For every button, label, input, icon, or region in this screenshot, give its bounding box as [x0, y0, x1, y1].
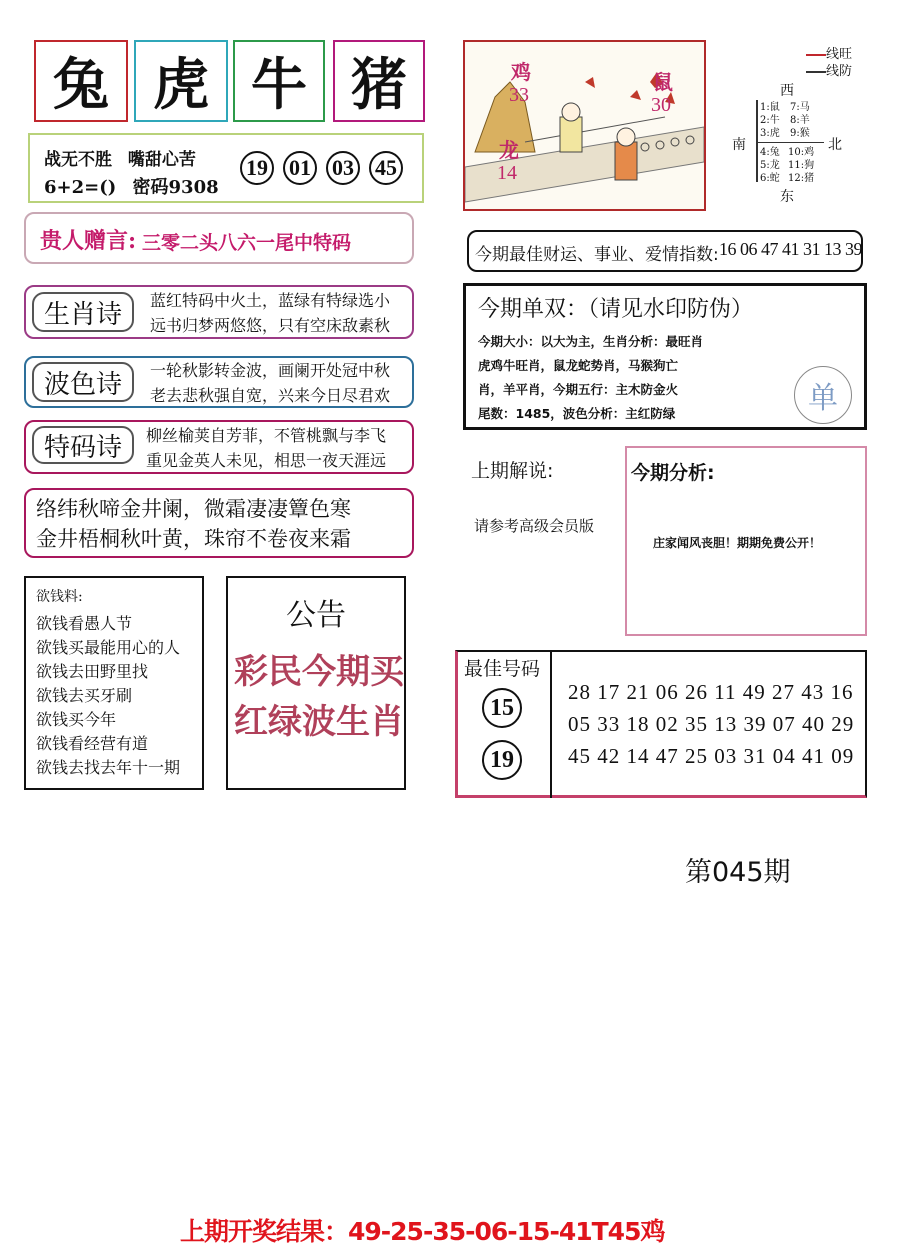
notice-title: 公告 [286, 598, 346, 633]
compass-col1 [760, 101, 780, 140]
poem-special-line1: 柳丝榆荚自芳菲，不管桃飘与李飞 [146, 426, 387, 445]
oddeven-stamp [794, 366, 852, 424]
money-item: 欲钱看愚人节 [36, 614, 133, 633]
last-result: 上期开奖结果：49-25-35-06-15-41T45鸡 [180, 1217, 665, 1246]
pic-ji-num: 33 [509, 84, 529, 106]
zodiac-3: 牛 [251, 52, 307, 118]
money-item: 欲钱买最能用心的人 [36, 638, 181, 657]
analysis-text: 庄家闻风丧胆！期期免费公开！ [653, 536, 822, 550]
poem-special-line2: 重见金英人未见，相思一夜天涯远 [146, 451, 387, 470]
best-title: 最佳号码 [464, 658, 541, 680]
poem-wave-tag [32, 362, 134, 402]
oddeven-line2: 虎鸡牛旺肖，鼠龙蛇势肖，马猴狗亡 [478, 358, 679, 373]
gift-label: 贵人赠言: [40, 228, 137, 254]
pic-long-num: 14 [497, 162, 517, 184]
motto-line1a: 战无不胜 [44, 150, 112, 170]
best-row-3: 45 42 14 47 25 03 31 04 41 09 [568, 744, 855, 768]
compass-c1-2: 3:虎 [760, 128, 780, 139]
motto-ball-1: 19 [240, 151, 274, 185]
money-item: 欲钱去买牙刷 [36, 686, 133, 705]
pic-ji: 鸡 [511, 60, 531, 84]
compass-west: 西 [780, 83, 794, 99]
compass-east: 东 [780, 189, 794, 205]
zodiac-box-2 [134, 40, 228, 122]
best-panel [455, 650, 867, 798]
poem-zodiac-text [150, 288, 390, 338]
pic-shu: 鼠 [653, 70, 673, 94]
compass-c3-1: 5:龙 [760, 160, 780, 171]
money-item: 欲钱去找去年十一期 [36, 758, 181, 777]
poem-special-tag-text: 特码诗 [43, 432, 122, 463]
compass-c3-2: 6:蛇 [760, 173, 780, 184]
last-explain-text: 请参考高级会员版 [474, 517, 595, 535]
compass-north: 北 [828, 137, 842, 153]
best-ball-1: 15 [482, 688, 522, 728]
pic-long: 龙 [499, 138, 519, 162]
motto-ball-3: 03 [326, 151, 360, 185]
legend-red-line-icon [806, 54, 826, 56]
legend-wang: 线旺 [826, 47, 853, 62]
compass-c3-0: 4:兔 [760, 147, 780, 158]
poem-special-tag [32, 426, 134, 464]
legend-dark-line-icon [806, 71, 826, 73]
poem-wave-text [150, 358, 390, 408]
money-list [36, 612, 180, 780]
compass-south: 南 [732, 137, 746, 153]
motto-ball-2: 01 [283, 151, 317, 185]
motto-ball-4: 45 [369, 151, 403, 185]
analysis-title: 今期分析: [631, 462, 715, 484]
best-row-1: 28 17 21 06 26 11 49 27 43 16 [568, 680, 854, 704]
illustration-panel [463, 40, 706, 211]
zodiac-4: 猪 [351, 52, 407, 118]
analysis-panel [625, 446, 867, 636]
legend [806, 46, 852, 80]
compass-c1-0: 1:鼠 [760, 102, 780, 113]
poem-wave-line2: 老去悲秋强自宽，兴来今日尽君欢 [150, 386, 391, 405]
oddeven-line1: 今期大小：以大为主，生肖分析：最旺肖 [478, 334, 704, 349]
fortune-label: 今期最佳财运、事业、爱情指数: [475, 245, 719, 265]
money-item: 欲钱去田野里找 [36, 662, 149, 681]
compass-c1-1: 2:牛 [760, 115, 780, 126]
zodiac-box-3 [233, 40, 325, 122]
poem-special-text [146, 423, 386, 473]
issue-number: 第045期 [685, 857, 791, 888]
compass-c4-1: 11:狗 [788, 160, 815, 171]
money-item: 欲钱买今年 [36, 710, 117, 729]
zodiac-1: 兔 [53, 52, 109, 118]
compass-col3 [760, 146, 780, 185]
notice-line1: 彩民今期买 [234, 652, 404, 692]
oddeven-title: 今期单双：（请见水印防伪） [478, 297, 754, 322]
zodiac-2: 虎 [153, 52, 209, 118]
verse-panel [24, 488, 414, 558]
poem-zodiac-tag [32, 292, 134, 332]
best-ball-2: 19 [482, 740, 522, 780]
notice-line2: 红绿波生肖 [234, 702, 404, 742]
gift-text: 三零二头八六一尾中特码 [142, 232, 352, 254]
oddeven-line4: 尾数：1485，波色分析：主红防绿 [478, 406, 676, 421]
compass-c4-0: 10:鸡 [788, 147, 815, 158]
compass-col2 [790, 101, 810, 140]
oddeven-line3: 肖，羊平肖，今期五行：主木防金火 [478, 382, 679, 397]
motto-line2a: 6+2=() [44, 177, 117, 198]
verse-line1: 络纬秋啼金井阑，微霜凄凄簟色寒 [36, 497, 351, 521]
motto-panel [28, 133, 424, 203]
pic-shu-num: 30 [651, 94, 671, 116]
money-panel [24, 576, 204, 790]
motto-line1b: 嘴甜心苦 [127, 150, 196, 170]
poem-zodiac-line2: 远书归梦两悠悠，只有空床敌素秋 [150, 316, 391, 335]
gift-panel [24, 212, 414, 264]
compass-c4-2: 12:猪 [788, 173, 815, 184]
money-title: 欲钱料: [36, 589, 83, 605]
compass-c2-0: 7:马 [790, 102, 810, 113]
best-row-2: 05 33 18 02 35 13 39 07 40 29 [568, 712, 855, 736]
motto-line2b: 密码9308 [132, 177, 219, 198]
compass [730, 80, 850, 210]
poem-wave-line1: 一轮秋影转金波，画阑开处冠中秋 [150, 361, 391, 380]
compass-col4 [788, 146, 814, 185]
poem-zodiac-tag-text: 生肖诗 [43, 299, 122, 330]
money-item: 欲钱看经营有道 [36, 734, 149, 753]
poem-wave-tag-text: 波色诗 [43, 369, 122, 400]
compass-c2-2: 9:猴 [790, 128, 810, 139]
poem-zodiac-line1: 蓝红特码中火土，蓝绿有特绿选小 [150, 291, 391, 310]
last-explain-title: 上期解说: [471, 460, 554, 482]
zodiac-box-4 [333, 40, 425, 122]
compass-c2-1: 8:羊 [790, 115, 810, 126]
zodiac-box-1 [34, 40, 128, 122]
oddeven-panel [463, 283, 867, 430]
fortune-panel [467, 230, 863, 272]
fortune-numbers: 16 06 47 41 31 13 39 [719, 239, 862, 259]
verse-line2: 金井梧桐秋叶黄，珠帘不卷夜来霜 [36, 527, 351, 551]
notice-panel [226, 576, 406, 790]
oddeven-stamp-text: 单 [808, 381, 838, 416]
legend-fang: 线防 [826, 64, 853, 79]
